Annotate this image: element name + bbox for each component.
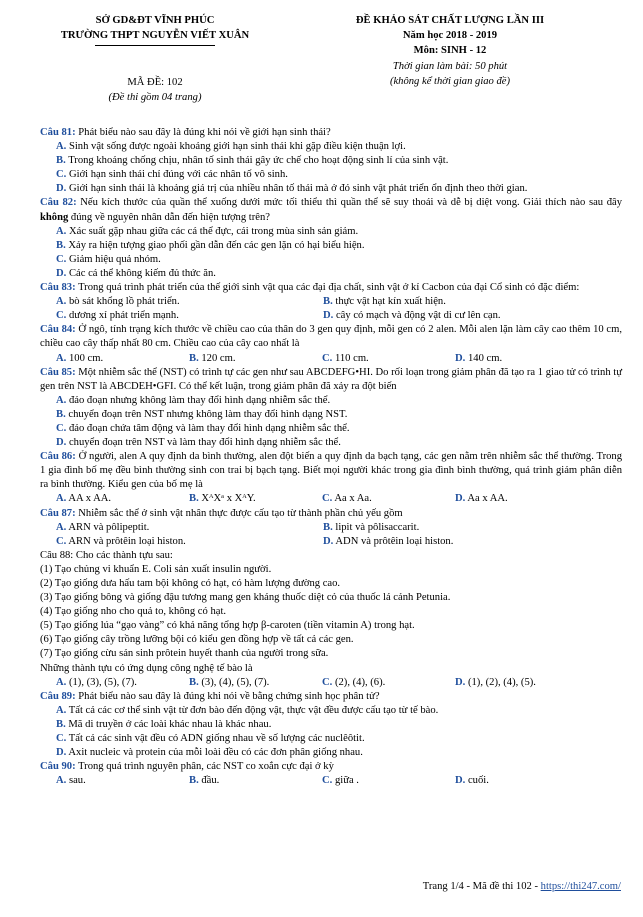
option-a[interactable]: bò sát khổng lồ phát triển. (68, 296, 180, 308)
question-text: Nếu kích thước của quần thể xuống dưới mức tối thiểu thì quần thể sẽ suy thoái và dễ bị diệt vong. Giải thích nào sau đây (76, 197, 622, 209)
option-label: B. (189, 775, 199, 787)
question-84 (40, 323, 622, 365)
option-label: A. (56, 394, 67, 406)
question-number: Câu 83: (40, 282, 76, 294)
option-d[interactable]: cuối. (467, 775, 489, 787)
question-89 (40, 690, 622, 760)
option-b[interactable]: Trong khoảng chống chịu, nhân tố sinh thái gây ức chế cho hoạt động sinh lí của sinh vật. (68, 155, 449, 167)
question-text: Ở ngô, tính trạng kích thước về chiều cao của thân do 3 gen quy định, mỗi gen có 2 alen. Mỗi alen lặn làm cây cao thêm 10 cm, chiều cao cây thấp nhất 80 cm. Chiều cao của cây cao nhất là (40, 324, 623, 350)
option-label: A. (56, 352, 67, 364)
question-text: Một nhiễm sắc thể (NST) có trình tự các gen như sau ABCDEFG•HI. Do rối loạn trong giảm phân đã tạo ra 1 giao tử có trình tự gen trên NST là ABCDEH•GFI. Có thể kết luận, trong giảm phân đã xảy ra đột biến (40, 366, 622, 392)
option-label: D. (455, 676, 466, 688)
school-year: Năm học 2018 - 2019 (402, 30, 498, 41)
subject: Môn: SINH - 12 (413, 45, 487, 56)
pages-note: (Đề thi gồm 04 trang) (108, 92, 202, 103)
option-c[interactable]: Tất cả các sinh vật đều có ADN giống nhau về số lượng các nuclêôtit. (68, 733, 365, 745)
time-limit: Thời gian làm bài: 50 phút (392, 61, 508, 72)
question-text: Phát biểu nào sau đây là đúng khi nói về giới hạn sinh thái? (75, 127, 331, 138)
option-label: D. (56, 437, 67, 449)
question-text: Nhiễm sắc thể ở sinh vật nhân thực được cấu tạo từ thành phần chủ yếu gồm (75, 507, 403, 519)
option-label: B. (56, 718, 66, 730)
option-c[interactable]: (2), (4), (6). (334, 676, 386, 688)
option-c[interactable]: Aa x Aa. (334, 493, 372, 505)
option-a[interactable]: AA x AA. (68, 493, 112, 505)
option-label: A. (56, 676, 67, 688)
option-d[interactable]: ADN và prôtêin loại histon. (335, 535, 454, 547)
question-81 (40, 126, 622, 196)
list-item: (5) Tạo giống lúa “gạo vàng” có khả năng tổng hợp β-caroten (tiền vitamin A) trong hạt. (40, 620, 415, 632)
exam-code: MÃ ĐỀ: 102 (127, 77, 183, 88)
option-a[interactable]: ARN và pôlipeptit. (68, 521, 150, 533)
option-d[interactable]: cây có mạch và động vật di cư lên cạn. (335, 310, 501, 322)
question-number: Câu 90: (40, 761, 76, 773)
option-label: A. (56, 225, 67, 237)
option-c[interactable]: đảo đoạn chứa tâm động và làm thay đổi hình dạng nhiễm sắc thể. (68, 422, 350, 434)
option-d[interactable]: Aa x AA. (467, 493, 508, 505)
question-number: Câu 82: (40, 197, 77, 209)
question-number: Câu 85: (40, 366, 76, 378)
option-a[interactable]: Xác suất gặp nhau giữa các cá thể đực, cái trong mùa sinh sản giảm. (68, 225, 359, 237)
option-label: C. (322, 676, 333, 688)
option-label: B. (56, 155, 66, 167)
question-85 (40, 366, 622, 451)
option-label: D. (455, 493, 466, 505)
option-b[interactable]: chuyển đoạn trên NST nhưng không làm thay đổi hình dạng NST. (68, 408, 348, 420)
list-item: (4) Tạo giống nho cho quả to, không có hạt. (40, 606, 227, 618)
question-text: đúng về nguyên nhân dẫn đến hiện tượng trên? (68, 211, 270, 223)
list-item: (3) Tạo giống bông và giống đậu tương mang gen kháng thuốc diệt cỏ của thuốc lá cảnh Petunia. (40, 592, 451, 604)
option-label: D. (455, 352, 466, 364)
option-b[interactable]: thực vật hạt kín xuất hiện. (335, 296, 446, 308)
footer-link[interactable]: https://thi247.com/ (540, 881, 621, 892)
option-d[interactable]: Các cá thể không kiếm đủ thức ăn. (68, 267, 216, 279)
option-label: B. (323, 521, 333, 533)
question-text: Trong quá trình nguyên phân, các NST co xoắn cực đại ở kỳ (75, 761, 334, 773)
option-label: A. (56, 493, 67, 505)
question-text: Cho các thành tựu sau: (73, 549, 173, 561)
question-text: Phát biểu nào sau đây là đúng khi nói về bằng chứng sinh học phân tử? (75, 690, 380, 702)
department-name: SỞ GD&ĐT VĨNH PHÚC (95, 15, 215, 26)
option-label: C. (56, 169, 67, 181)
option-d[interactable]: (1), (2), (4), (5). (467, 676, 536, 688)
option-c[interactable]: Giảm hiệu quả nhóm. (68, 253, 161, 265)
option-c[interactable]: 110 cm. (334, 352, 369, 364)
option-d[interactable]: Giới hạn sinh thái là khoảng giá trị của nhiều nhân tố thái mà ở đó sinh vật phát triển ổn định theo thời gian. (68, 183, 528, 195)
list-item: (1) Tạo chủng vi khuẩn E. Coli sản xuất insulin người. (40, 563, 272, 575)
option-label: C. (56, 733, 67, 745)
option-b[interactable]: Mã di truyền ở các loài khác nhau là khác nhau. (68, 718, 272, 730)
exam-header (0, 14, 643, 114)
option-label: D. (455, 775, 466, 787)
option-label: A. (56, 521, 67, 533)
page-footer (423, 880, 621, 894)
question-number: Câu 88: (40, 549, 74, 561)
option-a[interactable]: 100 cm. (68, 352, 104, 364)
option-label: B. (189, 493, 199, 505)
question-83 (40, 281, 622, 323)
option-c[interactable]: ARN và prôtêin loại histon. (68, 535, 186, 547)
time-note: (không kể thời gian giao đề) (389, 76, 511, 87)
option-label: C. (322, 352, 333, 364)
option-label: C. (56, 422, 67, 434)
question-list (40, 126, 622, 788)
question-number: Câu 87: (40, 507, 76, 519)
option-label: B. (189, 352, 199, 364)
option-label: D. (56, 267, 67, 279)
option-label: A. (56, 704, 67, 716)
header-divider (95, 45, 215, 46)
option-a[interactable]: (1), (3), (5), (7). (68, 676, 137, 688)
option-b[interactable]: 120 cm. (201, 352, 236, 364)
school-name: TRƯỜNG THPT NGUYỄN VIẾT XUÂN (60, 30, 250, 41)
option-b[interactable]: XᴬXᵃ x XᴬY. (201, 493, 256, 505)
option-label: D. (56, 183, 67, 195)
option-label: B. (56, 239, 66, 251)
option-b[interactable]: lipit và pôlisaccarit. (335, 521, 420, 533)
option-label: B. (323, 296, 333, 308)
question-text: Ở người, alen A quy định da bình thường, alen đột biến a quy định da bạch tạng, các gen nằm trên nhiễm sắc thể thường. Trong 1 gia đình bố mẹ đều bình thường sinh con trai bị bạch tạng. Biết mọi người khác trong gia đình bình thường, quá trình giảm phân diễn ra bình thường. Kiểu gen của bố mẹ là (40, 451, 623, 491)
list-item: (6) Tạo giống cây trồng lưỡng bội có kiểu gen đồng hợp về tất cả các gen. (40, 634, 354, 646)
option-label: B. (56, 408, 66, 420)
question-86 (40, 450, 622, 506)
option-label: C. (56, 535, 67, 547)
option-label: A. (56, 141, 67, 153)
footer-text: Trang 1/4 - Mã đề thi 102 - (422, 881, 541, 892)
list-item: (7) Tạo giống cừu sản sinh prôtein huyết thanh của người trong sữa. (40, 648, 329, 660)
option-b[interactable]: đầu. (201, 775, 220, 787)
question-stem: Những thành tựu có ứng dụng công nghệ tế bào là (40, 662, 253, 674)
option-a[interactable]: Sinh vật sống được ngoài khoảng giới hạn sinh thái khi gặp điều kiện thuận lợi. (68, 141, 406, 153)
question-82 (40, 196, 622, 281)
exam-title: ĐỀ KHẢO SÁT CHẤT LƯỢNG LẦN III (355, 15, 545, 26)
question-87 (40, 507, 622, 549)
option-label: A. (56, 775, 67, 787)
option-label: D. (56, 747, 67, 759)
option-b[interactable]: (3), (4), (5), (7). (201, 676, 270, 688)
option-label: C. (56, 253, 67, 265)
option-label: D. (323, 535, 334, 547)
question-number: Câu 84: (40, 324, 76, 336)
option-label: C. (322, 493, 333, 505)
option-label: B. (189, 676, 199, 688)
option-label: D. (323, 310, 334, 322)
option-d[interactable]: chuyển đoạn trên NST và làm thay đổi hình dạng nhiễm sắc thể. (68, 437, 341, 449)
option-a[interactable]: đảo đoạn nhưng không làm thay đổi hình dạng nhiễm sắc thể. (68, 394, 331, 406)
question-number: Câu 81: (40, 127, 76, 138)
option-c[interactable]: dương xỉ phát triển mạnh. (68, 310, 179, 322)
question-number: Câu 89: (40, 690, 76, 702)
option-a[interactable]: Tất cả các cơ thể sinh vật từ đơn bào đến động vật, thực vật đều được cấu tạo từ tế bào. (68, 704, 439, 716)
question-emphasis: không (40, 211, 69, 223)
question-88 (40, 549, 622, 690)
option-label: C. (56, 310, 67, 322)
list-item: (2) Tạo giống dưa hấu tam bội không có hạt, có hàm lượng đường cao. (40, 578, 341, 589)
question-text: Trong quá trình phát triển của thế giới sinh vật qua các đại địa chất, sinh vật ở kỉ Cacbon của đại Cổ sinh có đặc điểm: (75, 282, 580, 294)
option-d[interactable]: Axit nucleic và protein của mỗi loài đều có các đơn phân giống nhau. (68, 747, 363, 759)
option-label: C. (322, 775, 333, 787)
option-c[interactable]: giữa . (334, 775, 359, 787)
option-label: A. (56, 296, 67, 308)
question-90 (40, 760, 622, 788)
question-number: Câu 86: (40, 451, 76, 463)
option-a[interactable]: sau. (68, 775, 86, 787)
option-c[interactable]: Giới hạn sinh thái chỉ đúng với các nhân tố vô sinh. (68, 169, 288, 181)
option-b[interactable]: Xảy ra hiện tượng giao phối gần dẫn đến các gen lặn có hại biểu hiện. (68, 239, 365, 251)
option-d[interactable]: 140 cm. (467, 352, 503, 364)
